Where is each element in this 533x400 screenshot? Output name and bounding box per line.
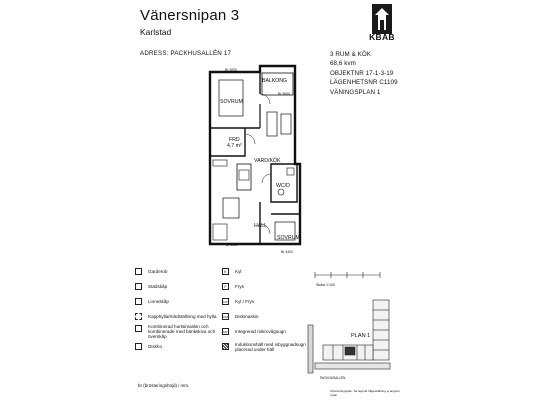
address: ADRESS: PACKHUSALLÉN 17 xyxy=(140,50,232,57)
room-bedroom-top: SOVRUM xyxy=(220,99,243,105)
dim-bottom-left: Br 3000 xyxy=(226,243,238,247)
keyplan-label: PLAN 1 xyxy=(351,333,371,339)
floor-plan xyxy=(205,64,320,249)
logo-text: KBAB xyxy=(369,32,395,42)
rooms-count: 3 RUM & KÖK xyxy=(330,51,371,58)
dim-bottom-right: Br 4400 xyxy=(281,250,293,254)
apartment-info xyxy=(330,50,398,97)
room-bedroom-bottom: SOVRUM xyxy=(277,235,300,241)
object-number: OBJEKTNR 17-1-3-19 xyxy=(330,69,394,77)
keyplan-caption: Orienteringsplan. Se legend frågeställning ej angivet i plan. xyxy=(330,389,400,397)
legend-left: Garderob Städskåp Linneskåp Kapphylla/Klädställning med hylla Kombinerad hurtsimaskin och kombinerade med bänkskiva och överskåp Diskho xyxy=(135,265,215,360)
room-frd: FRD xyxy=(229,137,240,143)
footnote: br (brösteringshöjd) i mm. xyxy=(138,383,190,388)
street-label: PACKHUSALLÉN xyxy=(320,376,346,380)
dim-balcony: Br 3000 xyxy=(278,92,290,96)
apartment-area: 68,6 kvm xyxy=(330,60,356,68)
page-title: Vänersnipan 3 xyxy=(140,7,240,24)
dim-top-left: Br 3000 xyxy=(225,68,237,72)
city-name: Karlstad xyxy=(140,27,172,37)
room-balcony: BALKONG xyxy=(262,78,288,84)
scale-text: Skala 1:100 xyxy=(316,283,335,287)
legend-right: K Kyl F Frys K/F Kyl / Frys DM Diskmaskin MV Integrerad mikrovågsugn Induktionshäll med inbyggnadsugn placerad under häll xyxy=(223,269,306,353)
room-living-kitchen: VARD/KÖK xyxy=(254,158,281,164)
unit-number: LÄGENHETSNR C1109 xyxy=(330,79,398,87)
room-hall: HALL xyxy=(254,223,267,229)
floor-level: VÄNINGSPLAN 1 xyxy=(330,88,381,96)
room-frd-area: 4,7 m² xyxy=(227,143,242,149)
room-wc: WC/D xyxy=(276,183,290,189)
